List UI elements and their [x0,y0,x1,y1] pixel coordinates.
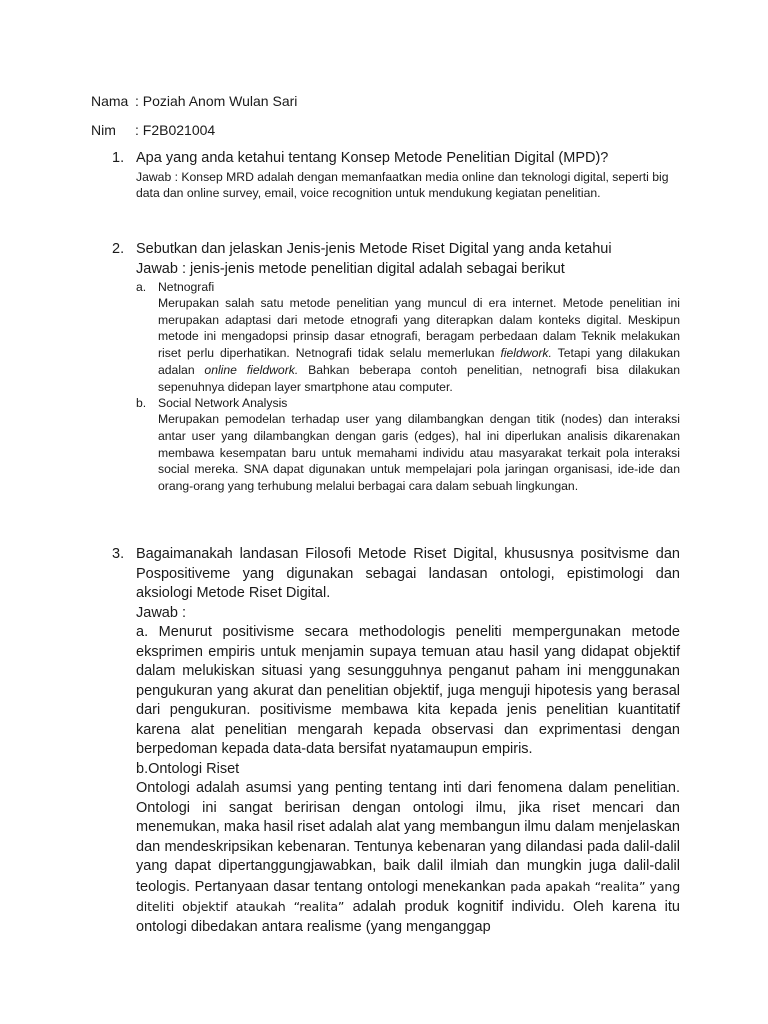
question-2 [112,240,680,495]
question-3-part-b-text: Ontologi adalah asumsi yang penting tentang inti dari fenomena dalam penelitian. Ontologi ini sangat beririsan dengan ontologi ilmu, jika riset mencari dan menemukan, maka hasil riset adalah alat yang membangun ilmu dalam menjelaskan dan mendeskripsikan kebenaran. Tentunya kebenaran yang dilandasi pada dalil-dalil yang dapat dipertanggungjawabkan, baik dalil ilmiah dan mungkin juga dalil-dalil teologis. Pertanyaan dasar tentang ontologi menekankan pada apakah “realita” yang diteliti objektif ataukah “realita” adalah produk kognitif individu. Oleh karena itu ontologi dibedakan antara realisme (yang menganggap [136,780,680,935]
question-2-number: 2. [112,241,125,257]
name-value: : Poziah Anom Wulan Sari [135,93,298,109]
name-row [91,92,297,110]
question-3-number: 3. [112,546,125,562]
question-1 [112,149,680,201]
question-1-text: Apa yang anda ketahui tentang Konsep Metode Penelitian Digital (MPD)? [136,150,609,166]
subitem-letter: a. [136,280,147,294]
subitem-netnografi [136,279,680,395]
question-3-jawab: Jawab : [136,604,186,621]
question-3 [112,545,680,937]
subitem-title: Netnografi [158,280,215,294]
subitem-text: Merupakan salah satu metode penelitian yang muncul di era internet. Metode penelitian ini merupakan adaptasi dari metode etnografi yang diterapkan dalam konteks digital. Meskipun metode ini mengadopsi prinsip dasar etnografi, beragam perbedaan dalam Teknik melakukan riset perlu diperhatikan. Netnografi tidak selalu memerlukan fieldwork. Tetapi yang dilakukan adalan online fieldwork. Bahkan beberapa contoh penelitian, netnografi bisa dilakukan sepenuhnya didepan layer smartphone atau computer. [158,296,681,394]
question-2-answer-intro: Jawab : jenis-jenis metode penelitian digital adalah sebagai berikut [136,260,565,277]
subitem-letter: b. [136,396,147,411]
question-1-number: 1. [112,150,125,166]
emphasis-fieldwork: fieldwork. [500,346,552,361]
question-3-part-a: a. Menurut positivisme secara methodologis peneliti mempergunakan metode eksprimen empiris untuk menjamin supaya temuan atau hasil yang didapat objektif dalam melukiskan situasi yang sesungguhnya penganut paham ini menggunakan pengukuran yang akurat dan penelitian objektif, juga menguji hipotesis yang berasal dari pengukuran. positivisme membawa kita kepada jenis penelitian kuantitatif karena alat penelitian mengarah kepada observasi dan exprimentasi dengan berpedoman kepada data-data bersifat nyatamaupun empiris. [136,624,680,757]
question-1-answer: Jawab : Konsep MRD adalah dengan memanfaatkan media online dan teknologi digital, seperti big data dan online survey, email, voice recognition untuk mendukung kegiatan penelitian. [136,169,669,200]
question-3-text: Bagaimanakah landasan Filosofi Metode Riset Digital, khususnya positvisme dan Pospositiveme yang digunakan sebagai landasan ontologi, epistimologi dan aksiologi Metode Riset Digital. [136,546,680,601]
question-2-text: Sebutkan dan jelaskan Jenis-jenis Metode Riset Digital yang anda ketahui [136,241,612,257]
name-label: Nama [91,93,129,109]
subitem-sna [136,395,680,495]
nim-row [91,121,215,139]
nim-label: Nim [91,122,116,138]
emphasis-online-fieldwork: online fieldwork. [204,362,299,377]
subitem-title: Social Network Analysis [158,396,288,411]
question-3-part-b-title: b.Ontologi Riset [136,760,240,777]
subitem-text: Merupakan pemodelan terhadap user yang dilambangkan dengan titik (nodes) dan interaksi antar user yang dilambangkan dengan garis (edges), hal ini diperlukan analisis dikarenakan membawa kesempatan baru untuk memahami individu atau masyarakat terkait pola interaksi social mereka. SNA dapat digunakan untuk mempelajari pola jaringan organisasi, ide-ide dan orang-orang yang terhubung melalui berbagai cara dalam sebuah lingkungan. [158,412,680,494]
nim-value: : F2B021004 [135,122,216,138]
